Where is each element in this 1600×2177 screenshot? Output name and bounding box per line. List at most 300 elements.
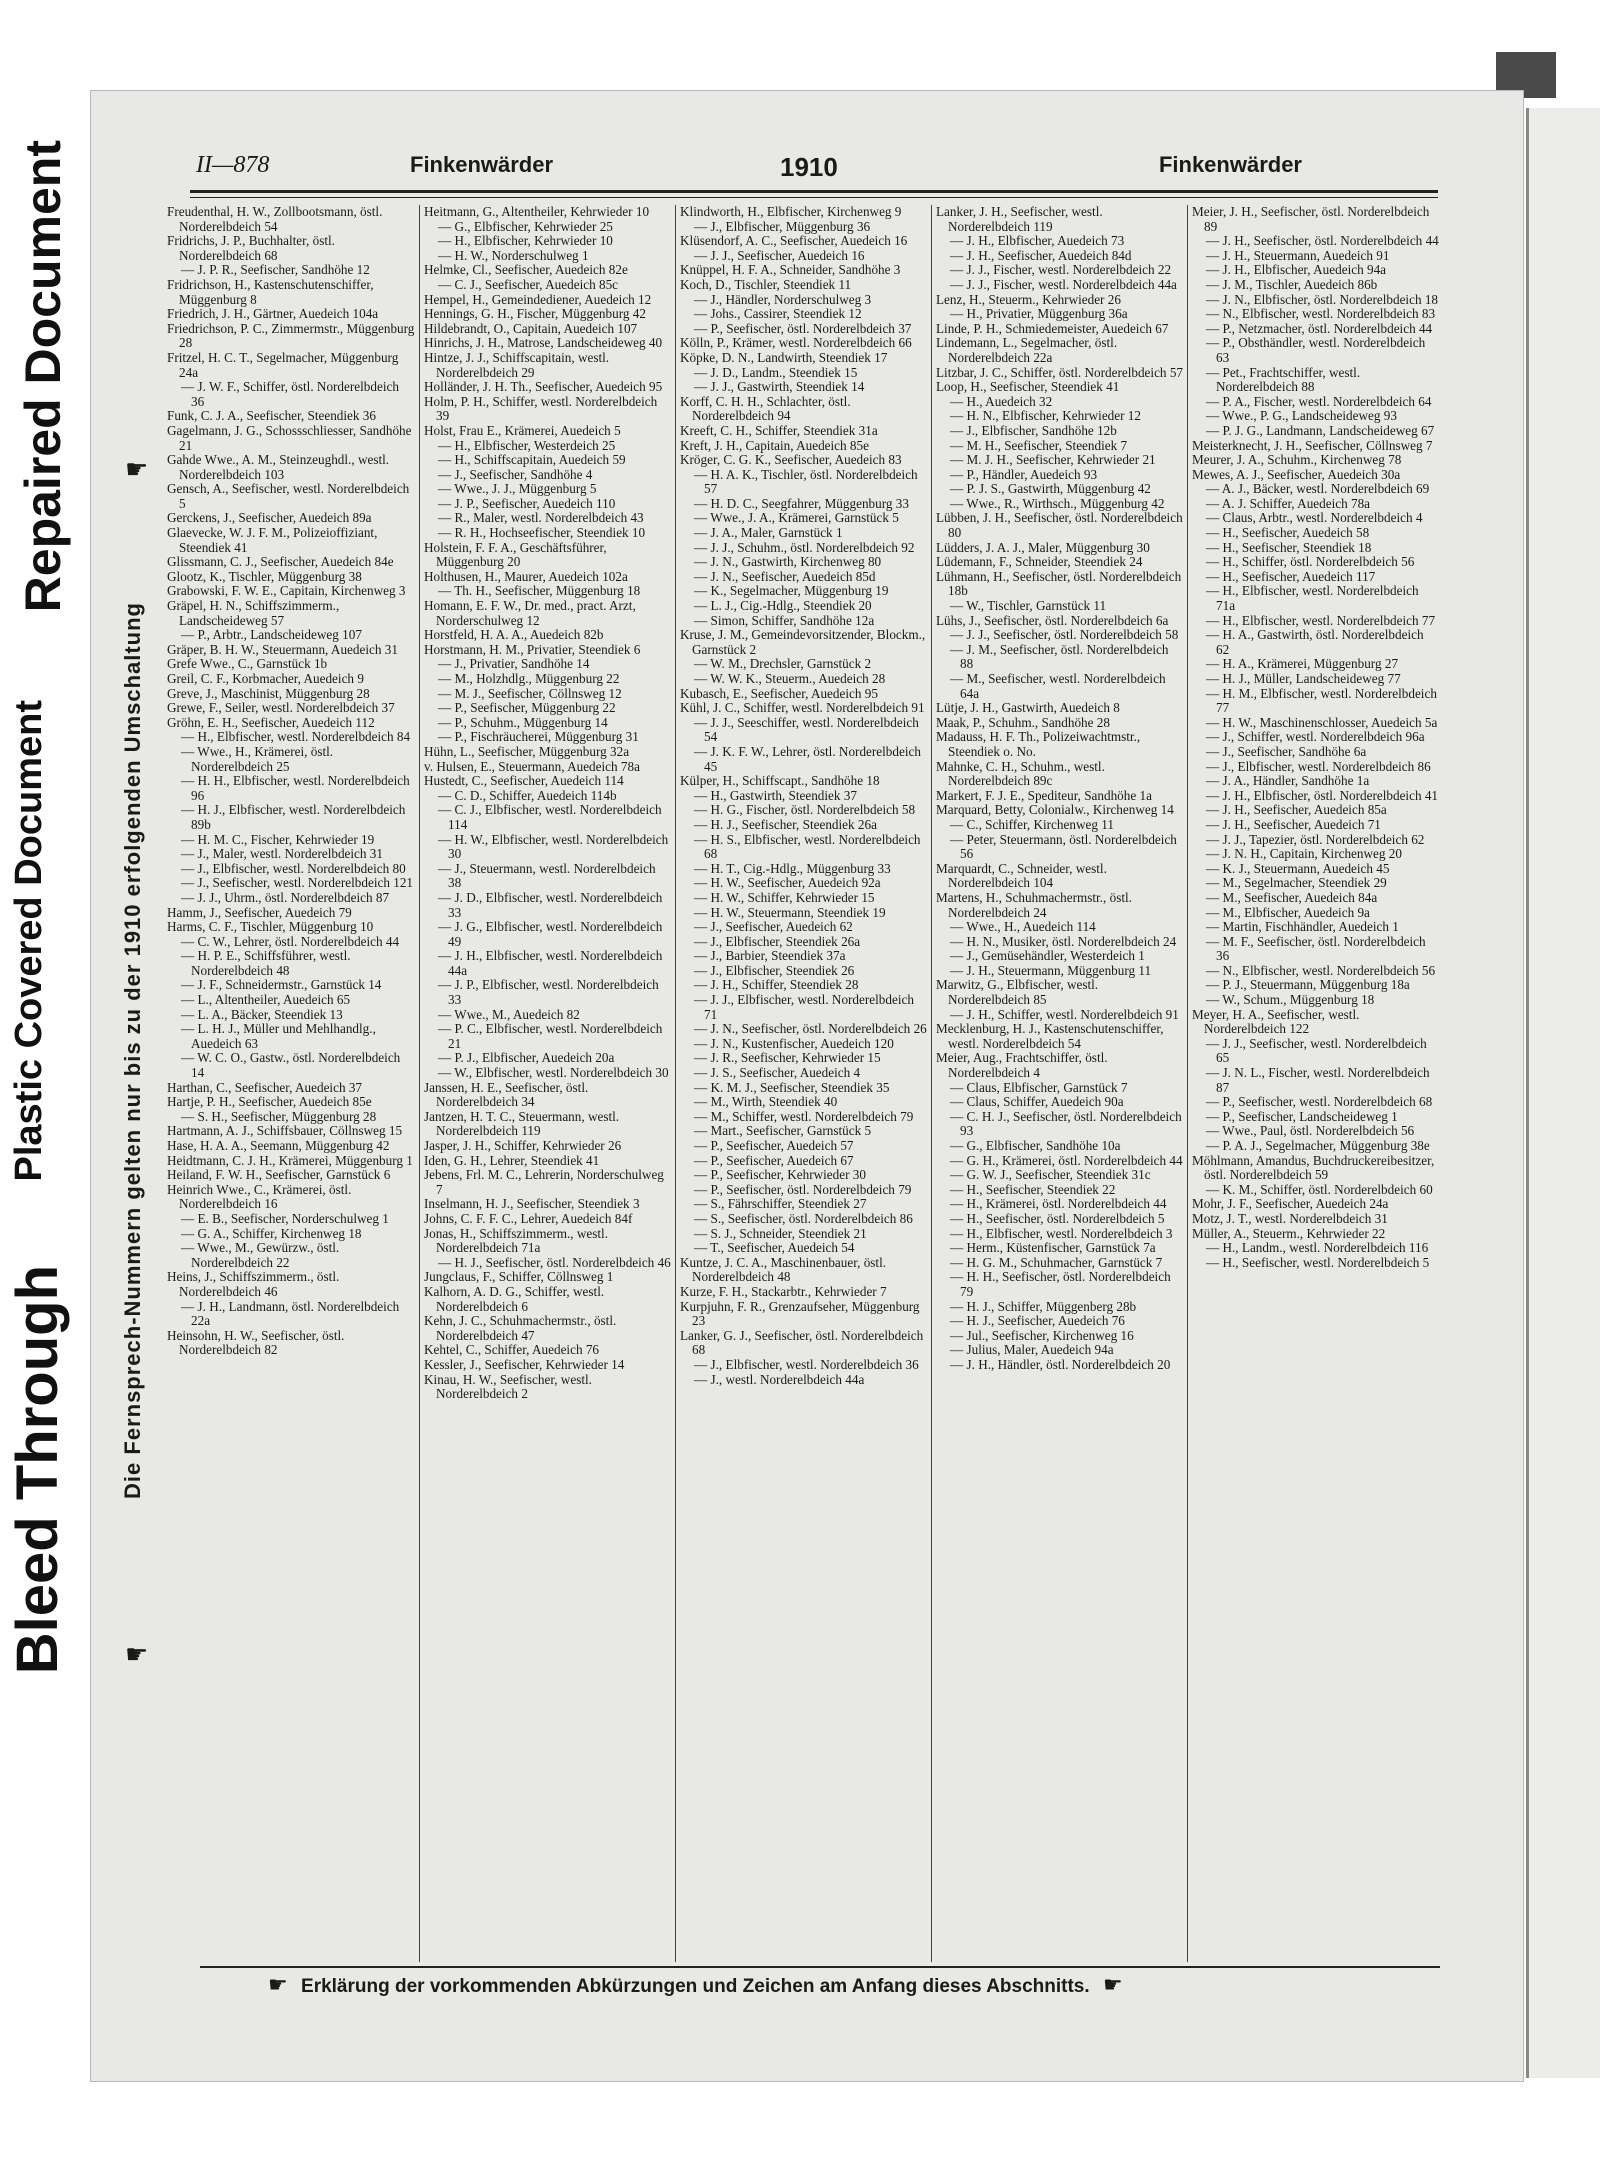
- directory-entry: Kehtel, C., Schiffer, Auedeich 76: [424, 1342, 600, 1358]
- telephone-notice-text: Die Fernsprech-Nummern gelten nur bis zu der 1910 erfolgenden Umschaltung: [120, 601, 145, 1499]
- directory-entry: — P. C., Elbfischer, westl. Norderelbdeich 21: [438, 1021, 663, 1051]
- directory-entry: — P., Netzmacher, östl. Norderelbdeich 44: [1206, 320, 1433, 336]
- directory-entry: Fridrichs, J. P., Buchhalter, östl. Norderelbdeich 68: [167, 233, 335, 263]
- directory-entry: — J. S., Seefischer, Auedeich 4: [694, 1065, 861, 1081]
- directory-entry: — H. J., Seefischer, östl. Norderelbdeich 46: [438, 1254, 671, 1270]
- directory-entry: — J. H., Elbfischer, Auedeich 94a: [1206, 262, 1387, 278]
- directory-entry: — H., Elbfischer, westl. Norderelbdeich 71a: [1206, 583, 1419, 614]
- directory-entry: Kurze, F. H., Stackarbtr., Kehrwieder 7: [680, 1283, 887, 1299]
- directory-columns: [163, 205, 1443, 1962]
- directory-entry: — H., Elbfischer, westl. Norderelbdeich 77: [1206, 612, 1436, 628]
- directory-entry: — H. A., Krämerei, Müggenburg 27: [1206, 656, 1399, 672]
- directory-entry: — J. N. L., Fischer, westl. Norderelbdeich 87: [1206, 1065, 1430, 1095]
- directory-entry: — J. J., Seefischer, Auedeich 16: [694, 247, 865, 263]
- directory-entry: Hase, H. A. A., Seemann, Müggenburg 42: [167, 1138, 390, 1153]
- directory-entry: — M. J. H., Seefischer, Kehrwieder 21: [950, 452, 1156, 468]
- directory-entry: — H. W., Schiffer, Kehrwieder 15: [694, 889, 875, 905]
- directory-entry: — Claus, Arbtr., westl. Norderelbdeich 4: [1206, 510, 1423, 526]
- directory-entry: — H. H., Elbfischer, westl. Norderelbdeich 96: [181, 773, 410, 803]
- directory-entry: Holst, Frau E., Krämerei, Auedeich 5: [424, 422, 621, 438]
- directory-entry: — M., Segelmacher, Steendiek 29: [1206, 875, 1387, 891]
- directory-entry: — J. J., Seefischer, westl. Norderelbdeich 65: [1206, 1035, 1427, 1066]
- directory-entry: — P. J. S., Gastwirth, Müggenburg 42: [950, 481, 1151, 497]
- directory-entry: — C. H. J., Seefischer, östl. Norderelbdeich 93: [950, 1108, 1182, 1139]
- directory-entry: Meisterknecht, J. H., Seefischer, Cöllnsweg 7: [1192, 437, 1433, 453]
- directory-entry: Kalhorn, A. D. G., Schiffer, westl. Norderelbdeich 6: [424, 1283, 605, 1314]
- directory-entry: — J. J., Gastwirth, Steendiek 14: [694, 379, 865, 395]
- directory-entry: — J., Seefischer, westl. Norderelbdeich 121: [181, 875, 414, 891]
- directory-entry: Holländer, J. H. Th., Seefischer, Auedeich 95: [424, 379, 663, 395]
- directory-entry: — J. P. R., Seefischer, Sandhöhe 12: [181, 262, 370, 278]
- directory-entry: — J. N. H., Capitain, Kirchenweg 20: [1206, 846, 1402, 862]
- directory-entry: — J. J., Schuhm., östl. Norderelbdeich 92: [694, 539, 915, 555]
- directory-entry: — H. W., Maschinenschlosser, Auedeich 5a: [1206, 714, 1438, 730]
- directory-entry: Heitmann, G., Altentheiler, Kehrwieder 10: [424, 205, 650, 219]
- directory-entry: Meier, Aug., Frachtschiffer, östl. Norderelbdeich 4: [936, 1050, 1108, 1081]
- directory-entry: Knüppel, H. F. A., Schneider, Sandhöhe 3: [680, 262, 901, 278]
- directory-entry: Mecklenburg, H. J., Kastenschutenschiffer, westl. Norderelbdeich 54: [936, 1021, 1164, 1051]
- directory-entry: — H. H., Seefischer, östl. Norderelbdeich 79: [950, 1269, 1171, 1299]
- directory-entry: — H. W., Elbfischer, westl. Norderelbdeich 30: [438, 831, 669, 862]
- directory-entry: Kreft, J. H., Capitain, Auedeich 85e: [680, 437, 869, 453]
- directory-entry: — J. H., Elbfischer, Auedeich 73: [950, 233, 1125, 249]
- directory-entry: — H. J., Müller, Landscheideweg 77: [1206, 671, 1401, 686]
- directory-entry: — H. J., Schiffer, Müggenberg 28b: [950, 1298, 1137, 1314]
- directory-entry: Loop, H., Seefischer, Steendiek 41: [936, 379, 1120, 395]
- directory-entry: Gahde Wwe., A. M., Steinzeughdl., westl. Norderelbdeich 103: [167, 452, 390, 482]
- directory-entry: Kessler, J., Seefischer, Kehrwieder 14: [424, 1356, 625, 1372]
- directory-entry: Friedrich, J. H., Gärtner, Auedeich 104a: [167, 306, 379, 322]
- directory-entry: — H. T., Cig.-Hdlg., Müggenburg 33: [694, 860, 891, 876]
- directory-entry: Glaevecke, W. J. F. M., Polizeioffiziant, Steendiek 41: [167, 525, 378, 555]
- directory-entry: — J. K. F. W., Lehrer, östl. Norderelbdeich 45: [694, 743, 921, 774]
- directory-entry: — Wwe., J. J., Müggenburg 5: [438, 481, 597, 497]
- pointing-hand-icon: ☛: [125, 1640, 149, 1669]
- directory-entry: — J., Privatier, Sandhöhe 14: [438, 656, 590, 672]
- directory-entry: Holstein, F. F. A., Geschäftsführer, Müggenburg 20: [424, 539, 607, 570]
- directory-entry: Klüsendorf, A. C., Seefischer, Auedeich 16: [680, 233, 908, 249]
- directory-entry: Motz, J. T., westl. Norderelbdeich 31: [1192, 1210, 1388, 1226]
- directory-entry: Kreeft, C. H., Schiffer, Steendiek 31a: [680, 422, 878, 438]
- directory-entry: Maak, P., Schuhm., Sandhöhe 28: [936, 714, 1110, 730]
- directory-entry: — H. W., Norderschulweg 1: [438, 247, 589, 263]
- directory-entry: — Wwe., R., Wirthsch., Müggenburg 42: [950, 495, 1165, 511]
- directory-entry: — J., Seefischer, Sandhöhe 4: [438, 466, 593, 482]
- directory-entry: Jasper, J. H., Schiffer, Kehrwieder 26: [424, 1138, 622, 1153]
- directory-entry: — H. P. E., Schiffsführer, westl. Norderelbdeich 48: [181, 948, 351, 978]
- directory-entry: Mewes, A. J., Seefischer, Auedeich 30a: [1192, 466, 1401, 482]
- directory-entry: — H. M., Elbfischer, westl. Norderelbdeich 77: [1206, 685, 1437, 716]
- directory-entry: — S., Seefischer, östl. Norderelbdeich 86: [694, 1210, 913, 1226]
- directory-entry: — M., Wirth, Steendiek 40: [694, 1094, 838, 1110]
- directory-entry: — J. J., Elbfischer, westl. Norderelbdeich 71: [694, 992, 914, 1022]
- directory-entry: — J. J., Fischer, westl. Norderelbdeich 22: [950, 262, 1172, 278]
- directory-entry: Linde, P. H., Schmiedemeister, Auedeich 67: [936, 320, 1169, 336]
- directory-entry: Heinrich Wwe., C., Krämerei, östl. Norderelbdeich 16: [167, 1181, 352, 1212]
- directory-entry: Hinrichs, J. H., Matrose, Landscheideweg 40: [424, 335, 663, 351]
- directory-entry: — G. A., Schiffer, Kirchenweg 18: [181, 1225, 362, 1241]
- directory-entry: — J. H., Seefischer, Auedeich 84d: [950, 247, 1132, 263]
- directory-entry: Marquard, Betty, Colonialw., Kirchenweg 14: [936, 802, 1174, 818]
- directory-entry: — A. J., Bäcker, westl. Norderelbdeich 69: [1206, 481, 1430, 497]
- directory-entry: — M. J., Seefischer, Cöllnsweg 12: [438, 685, 622, 701]
- directory-entry: — H., Gastwirth, Steendiek 37: [694, 787, 857, 803]
- directory-entry: — L., Altentheiler, Auedeich 65: [181, 992, 351, 1008]
- directory-entry: — J. H., Seefischer, Auedeich 85a: [1206, 802, 1387, 818]
- directory-entry: — Peter, Steuermann, östl. Norderelbdeich 56: [950, 831, 1177, 862]
- directory-entry: — R., Maler, westl. Norderelbdeich 43: [438, 510, 644, 526]
- directory-entry: — H. A. K., Tischler, östl. Norderelbdeich 57: [694, 466, 918, 497]
- directory-entry: — P., Arbtr., Landscheideweg 107: [181, 627, 362, 643]
- header-year: 1910: [780, 152, 838, 182]
- directory-entry: — P., Seefischer, östl. Norderelbdeich 79: [694, 1181, 912, 1197]
- directory-entry: — H., Landm., westl. Norderelbdeich 116: [1206, 1240, 1429, 1256]
- directory-entry: — H. N., Elbfischer, Kehrwieder 12: [950, 408, 1141, 424]
- directory-entry: — J. D., Elbfischer, westl. Norderelbdeich 33: [438, 889, 663, 920]
- directory-entry: — Claus, Elbfischer, Garnstück 7: [950, 1079, 1128, 1095]
- directory-entry: — Simon, Schiffer, Sandhöhe 12a: [694, 612, 875, 628]
- directory-entry: — H., Seefischer, Steendiek 18: [1206, 539, 1372, 555]
- repaired-document-label: Repaired Document: [15, 140, 71, 613]
- directory-entry: — C. J., Seefischer, Auedeich 85c: [438, 276, 619, 292]
- directory-entry: — J., Maler, westl. Norderelbdeich 31: [181, 846, 383, 862]
- directory-entry: — P. J., Elbfischer, Auedeich 20a: [438, 1050, 615, 1066]
- directory-entry: — P. J. G., Landmann, Landscheideweg 67: [1206, 422, 1435, 438]
- directory-column-4: [931, 205, 1187, 1962]
- directory-entry: — W., Schum., Müggenburg 18: [1206, 992, 1375, 1008]
- directory-entry: Gagelmann, J. G., Schossschliesser, Sandhöhe 21: [167, 422, 412, 453]
- directory-entry: Koch, D., Tischler, Steendiek 11: [680, 276, 852, 292]
- directory-entry: — J. F., Schneidermstr., Garnstück 14: [181, 977, 382, 993]
- directory-entry: Lenz, H., Steuerm., Kehrwieder 26: [936, 291, 1121, 307]
- directory-entry: Jebens, Frl. M. C., Lehrerin, Norderschulweg 7: [424, 1167, 664, 1197]
- directory-entry: — H. N., Musiker, östl. Norderelbdeich 24: [950, 933, 1177, 949]
- directory-entry: — H. G., Fischer, östl. Norderelbdeich 58: [694, 802, 916, 818]
- directory-entry: — H. W., Seefischer, Auedeich 92a: [694, 875, 881, 891]
- directory-entry: Freudenthal, H. W., Zollbootsmann, östl. Norderelbdeich 54: [167, 205, 383, 234]
- directory-entry: Lanker, G. J., Seefischer, östl. Norderelbdeich 68: [680, 1327, 924, 1358]
- directory-entry: — J. H., Elbfischer, westl. Norderelbdeich 44a: [438, 948, 663, 978]
- bleed-through-label: Bleed Through: [5, 1265, 70, 1675]
- directory-entry: — M., Seefischer, Auedeich 84a: [1206, 889, 1378, 905]
- directory-entry: — N., Elbfischer, westl. Norderelbdeich 83: [1206, 306, 1436, 322]
- directory-entry: Litzbar, J. C., Schiffer, östl. Norderelbdeich 57: [936, 364, 1184, 380]
- directory-entry: — M., Schiffer, westl. Norderelbdeich 79: [694, 1108, 914, 1124]
- directory-entry: — W. C. O., Gastw., östl. Norderelbdeich 14: [181, 1050, 401, 1081]
- directory-entry: Funk, C. J. A., Seefischer, Steendiek 36: [167, 408, 376, 424]
- directory-entry: — J. J., Fischer, westl. Norderelbdeich 44a: [950, 276, 1177, 292]
- directory-entry: Kurpjuhn, F. R., Grenzaufseher, Müggenburg 23: [680, 1298, 920, 1329]
- directory-entry: — J., Schiffer, westl. Norderelbdeich 96a: [1206, 729, 1425, 745]
- directory-entry: Hintze, J. J., Schiffscapitain, westl. Norderelbdeich 29: [424, 349, 610, 380]
- directory-entry: — J. P., Elbfischer, westl. Norderelbdeich 33: [438, 977, 659, 1008]
- directory-column-2: [419, 205, 675, 1962]
- directory-entry: Greil, C. F., Korbmacher, Auedeich 9: [167, 671, 364, 686]
- directory-entry: — P., Seefischer, Kehrwieder 30: [694, 1167, 866, 1183]
- directory-entry: — W., Tischler, Garnstück 11: [950, 598, 1107, 614]
- directory-entry: — P. A. J., Segelmacher, Müggenburg 38e: [1206, 1138, 1430, 1153]
- directory-entry: — J. A., Maler, Garnstück 1: [694, 525, 843, 541]
- directory-entry: Horstfeld, H. A. A., Auedeich 82b: [424, 627, 604, 643]
- directory-entry: — H. J., Seefischer, Steendiek 26a: [694, 816, 877, 832]
- directory-entry: — H. J., Elbfischer, westl. Norderelbdeich 89b: [181, 802, 406, 832]
- directory-entry: — J. N., Seefischer, Auedeich 85d: [694, 568, 876, 584]
- directory-entry: — H., Seefischer, Steendiek 22: [950, 1181, 1116, 1197]
- directory-entry: — P., Seefischer, Auedeich 67: [694, 1152, 854, 1168]
- directory-column-5: [1187, 205, 1443, 1962]
- directory-entry: Helmke, Cl., Seefischer, Auedeich 82e: [424, 262, 628, 278]
- directory-entry: — M., Elbfischer, Auedeich 9a: [1206, 904, 1370, 920]
- directory-entry: Madauss, H. F. Th., Polizeiwachtmstr., Steendiek o. No.: [936, 729, 1141, 759]
- directory-entry: — J. H., Schiffer, westl. Norderelbdeich 91: [950, 1006, 1179, 1022]
- directory-entry: — J. A., Händler, Sandhöhe 1a: [1206, 773, 1370, 789]
- directory-entry: — J. N., Gastwirth, Kirchenweg 80: [694, 554, 882, 570]
- directory-entry: Meyer, H. A., Seefischer, westl. Norderelbdeich 122: [1192, 1006, 1360, 1037]
- directory-entry: Gröhn, E. H., Seefischer, Auedeich 112: [167, 714, 375, 730]
- directory-entry: — H., Elbfischer, Kehrwieder 10: [438, 233, 613, 249]
- directory-entry: — H. A., Gastwirth, östl. Norderelbdeich 62: [1206, 627, 1424, 657]
- directory-entry: — H., Seefischer, Auedeich 58: [1206, 525, 1370, 541]
- directory-entry: Grefe Wwe., C., Garnstück 1b: [167, 656, 328, 672]
- directory-entry: — J. D., Landm., Steendiek 15: [694, 364, 858, 380]
- directory-entry: — J., Barbier, Steendiek 37a: [694, 948, 846, 964]
- directory-entry: Kuntze, J. C. A., Maschinenbauer, östl. Norderelbdeich 48: [680, 1254, 887, 1285]
- directory-entry: Jonas, H., Schiffszimmerm., westl. Norderelbdeich 71a: [424, 1225, 608, 1256]
- page-number: II—878: [196, 152, 270, 178]
- directory-entry: — H. M. C., Fischer, Kehrwieder 19: [181, 831, 375, 847]
- directory-entry: — P. A., Fischer, westl. Norderelbdeich 64: [1206, 393, 1432, 409]
- directory-entry: — J. M., Seefischer, östl. Norderelbdeich 88: [950, 641, 1169, 672]
- directory-entry: Heins, J., Schiffszimmerm., östl. Norderelbdeich 46: [167, 1269, 340, 1299]
- directory-entry: — J. H., Seefischer, östl. Norderelbdeich 44: [1206, 233, 1439, 249]
- directory-entry: — J., westl. Norderelbdeich 44a: [694, 1371, 865, 1387]
- directory-entry: — Wwe., H., Krämerei, östl. Norderelbdeich 25: [181, 743, 334, 774]
- directory-entry: — L. A., Bäcker, Steendiek 13: [181, 1006, 343, 1022]
- directory-entry: — J. M., Tischler, Auedeich 86b: [1206, 276, 1378, 292]
- directory-entry: Kehn, J. C., Schuhmachermstr., östl. Norderelbdeich 47: [424, 1313, 617, 1343]
- directory-entry: — H., Elbfischer, westl. Norderelbdeich 3: [950, 1225, 1173, 1241]
- directory-entry: Külper, H., Schiffscapt., Sandhöhe 18: [680, 773, 880, 789]
- directory-entry: — J. N., Elbfischer, östl. Norderelbdeich 18: [1206, 291, 1439, 307]
- directory-entry: Möhlmann, Amandus, Buchdruckereibesitzer, östl. Norderelbdeich 59: [1192, 1152, 1435, 1183]
- directory-entry: — Martin, Fischhändler, Auedeich 1: [1206, 919, 1399, 935]
- directory-entry: Holthusen, H., Maurer, Auedeich 102a: [424, 568, 628, 584]
- directory-entry: — E. B., Seefischer, Norderschulweg 1: [181, 1210, 389, 1226]
- directory-entry: — J., Seefischer, Sandhöhe 6a: [1206, 743, 1367, 759]
- directory-entry: — H. W., Steuermann, Steendiek 19: [694, 904, 886, 920]
- directory-entry: — J. J., Uhrm., östl. Norderelbdeich 87: [181, 889, 390, 905]
- directory-entry: Hartmann, A. J., Schiffsbauer, Cöllnsweg 15: [167, 1123, 403, 1139]
- directory-entry: — K. J., Steuermann, Auedeich 45: [1206, 860, 1390, 876]
- left-margin-strip: [0, 0, 75, 2177]
- directory-entry: — H., Seefischer, Auedeich 117: [1206, 568, 1376, 584]
- directory-entry: — H. S., Elbfischer, westl. Norderelbdeich 68: [694, 831, 921, 862]
- directory-entry: — L. J., Cig.-Hdlg., Steendiek 20: [694, 598, 872, 614]
- directory-entry: Harthan, C., Seefischer, Auedeich 37: [167, 1079, 363, 1095]
- directory-entry: — J., Elbfischer, Müggenburg 36: [694, 218, 871, 234]
- directory-entry: — Wwe., M., Gewürzw., östl. Norderelbdeich 22: [181, 1240, 340, 1270]
- directory-entry: — G. W. J., Seefischer, Steendiek 31c: [950, 1167, 1151, 1183]
- directory-entry: — C. D., Schiffer, Auedeich 114b: [438, 787, 617, 803]
- directory-entry: — J., Elbfischer, westl. Norderelbdeich 80: [181, 860, 406, 876]
- directory-entry: — N., Elbfischer, westl. Norderelbdeich 56: [1206, 962, 1436, 978]
- directory-entry: — J., Steuermann, westl. Norderelbdeich 38: [438, 860, 656, 891]
- header-left-title: Finkenwärder: [410, 152, 554, 177]
- directory-entry: Lindemann, L., Segelmacher, östl. Norderelbdeich 22a: [936, 335, 1118, 365]
- directory-entry: Mahnke, C. H., Schuhm., westl. Norderelbdeich 89c: [936, 758, 1105, 789]
- directory-entry: — J. W. F., Schiffer, östl. Norderelbdeich 36: [181, 379, 399, 409]
- directory-entry: — Mart., Seefischer, Garnstück 5: [694, 1123, 872, 1139]
- directory-entry: Heinsohn, H. W., Seefischer, östl. Norderelbdeich 82: [167, 1327, 345, 1358]
- directory-entry: — J. P., Seefischer, Auedeich 110: [438, 495, 616, 511]
- directory-entry: — L. H. J., Müller und Mehlhandlg., Auedeich 63: [181, 1021, 376, 1051]
- directory-entry: — H., Seefischer, westl. Norderelbdeich 5: [1206, 1254, 1430, 1270]
- directory-entry: Gerckens, J., Seefischer, Auedeich 89a: [167, 510, 372, 526]
- directory-entry: Greve, J., Maschinist, Müggenburg 28: [167, 685, 370, 701]
- directory-entry: — H., Privatier, Müggenburg 36a: [950, 306, 1128, 322]
- directory-entry: — P., Schuhm., Müggenburg 14: [438, 714, 608, 730]
- directory-entry: Köpke, D. N., Landwirth, Steendiek 17: [680, 349, 888, 365]
- directory-entry: — G. H., Krämerei, östl. Norderelbdeich 44: [950, 1152, 1183, 1168]
- directory-entry: — H. G. M., Schuhmacher, Garnstück 7: [950, 1254, 1163, 1270]
- directory-entry: — J., Gemüsehändler, Westerdeich 1: [950, 948, 1145, 964]
- directory-entry: Glissmann, C. J., Seefischer, Auedeich 84e: [167, 554, 394, 570]
- directory-entry: — P., Seefischer, Landscheideweg 1: [1206, 1108, 1398, 1124]
- directory-entry: Kruse, J. M., Gemeindevorsitzender, Blockm., Garnstück 2: [680, 627, 926, 657]
- directory-entry: — Herm., Küstenfischer, Garnstück 7a: [950, 1240, 1156, 1256]
- directory-entry: — J., Elbfischer, Steendiek 26a: [694, 933, 861, 949]
- directory-entry: — J. H., Landmann, östl. Norderelbdeich 22a: [181, 1298, 400, 1329]
- directory-entry: Gräpel, H. N., Schiffszimmerm., Landscheideweg 57: [167, 598, 340, 628]
- directory-entry: Gensch, A., Seefischer, westl. Norderelbdeich 5: [167, 481, 410, 511]
- directory-entry: — J. J., Seeschiffer, westl. Norderelbdeich 54: [694, 714, 919, 745]
- directory-entry: — Wwe., J. A., Krämerei, Garnstück 5: [694, 510, 899, 526]
- directory-entry: — P., Seefischer, östl. Norderelbdeich 37: [694, 320, 912, 336]
- directory-entry: — J., Seefischer, Auedeich 62: [694, 919, 853, 935]
- directory-entry: Heidtmann, C. J. H., Krämerei, Müggenburg 1: [167, 1152, 413, 1168]
- directory-entry: Kühl, J. C., Schiffer, westl. Norderelbdeich 91: [680, 700, 925, 716]
- directory-entry: — J. H., Steuermann, Auedeich 91: [1206, 247, 1390, 263]
- plastic-covered-document-label: Plastic Covered Document: [8, 700, 50, 1182]
- directory-entry: — Wwe., H., Auedeich 114: [950, 919, 1096, 935]
- directory-entry: — A. J. Schiffer, Auedeich 78a: [1206, 495, 1371, 511]
- directory-entry: — M., Holzhdlg., Müggenburg 22: [438, 671, 620, 686]
- directory-entry: — J., Elbfischer, westl. Norderelbdeich 86: [1206, 758, 1431, 774]
- directory-entry: Markert, F. J. E., Spediteur, Sandhöhe 1a: [936, 787, 1152, 803]
- directory-entry: — P., Händler, Auedeich 93: [950, 466, 1098, 482]
- directory-entry: — H., Seefischer, östl. Norderelbdeich 5: [950, 1210, 1165, 1226]
- directory-entry: Grabowski, F. W. E., Capitain, Kirchenweg 3: [167, 583, 406, 599]
- directory-entry: Iden, G. H., Lehrer, Steendiek 41: [424, 1152, 600, 1168]
- directory-entry: — J., Elbfischer, Steendiek 26: [694, 962, 855, 978]
- directory-entry: Müller, A., Steuerm., Kehrwieder 22: [1192, 1225, 1386, 1241]
- directory-entry: Lübben, J. H., Seefischer, östl. Norderelbdeich 80: [936, 510, 1183, 541]
- directory-entry: — C. J., Elbfischer, westl. Norderelbdeich 114: [438, 802, 662, 832]
- directory-entry: — H., Schiffscapitain, Auedeich 59: [438, 452, 626, 468]
- directory-entry: Fritzel, H. C. T., Segelmacher, Müggenburg 24a: [167, 349, 399, 380]
- directory-entry: — J. J., Seefischer, östl. Norderelbdeich 58: [950, 627, 1179, 643]
- directory-entry: Martens, H., Schuhmachermstr., östl. Norderelbdeich 24: [936, 889, 1132, 920]
- directory-entry: Homann, E. F. W., Dr. med., pract. Arzt, Norderschulweg 12: [424, 598, 636, 628]
- directory-entry: — K., Segelmacher, Müggenburg 19: [694, 583, 889, 599]
- footer-note: [260, 1972, 1440, 1998]
- directory-entry: Hustedt, C., Seefischer, Auedeich 114: [424, 773, 624, 789]
- directory-entry: — R. H., Hochseefischer, Steendiek 10: [438, 525, 646, 541]
- directory-entry: — M., Seefischer, westl. Norderelbdeich 64a: [950, 671, 1166, 701]
- pointing-hand-icon: ☛: [1102, 1972, 1123, 1997]
- page-binding-edge: [1526, 108, 1600, 2078]
- directory-entry: Lühmann, H., Seefischer, östl. Norderelbdeich 18b: [936, 568, 1182, 599]
- directory-entry: — J. H., Elbfischer, östl. Norderelbdeich 41: [1206, 787, 1439, 803]
- directory-entry: v. Hulsen, E., Steuermann, Auedeich 78a: [424, 758, 640, 774]
- directory-entry: — J. J., Tapezier, östl. Norderelbdeich 62: [1206, 831, 1425, 847]
- directory-entry: — H., Krämerei, östl. Norderelbdeich 44: [950, 1196, 1167, 1212]
- directory-entry: — H., Auedeich 32: [950, 393, 1053, 409]
- directory-entry: Lanker, J. H., Seefischer, westl. Norderelbdeich 119: [936, 205, 1103, 234]
- directory-entry: Hennings, G. H., Fischer, Müggenburg 42: [424, 306, 646, 322]
- directory-entry: Meurer, J. A., Schuhm., Kirchenweg 78: [1192, 452, 1402, 468]
- directory-entry: Jungclaus, F., Schiffer, Cöllnsweg 1: [424, 1269, 614, 1285]
- directory-entry: — J. N., Seefischer, östl. Norderelbdeich 26: [694, 1021, 927, 1037]
- footer-rule: [200, 1966, 1440, 1968]
- directory-entry: Kinau, H. W., Seefischer, westl. Norderelbdeich 2: [424, 1371, 592, 1402]
- pointing-hand-icon: ☛: [268, 1972, 288, 1997]
- directory-entry: — H., Elbfischer, Westerdeich 25: [438, 437, 616, 453]
- directory-entry: — M. H., Seefischer, Steendiek 7: [950, 437, 1128, 453]
- directory-entry: — J. H., Händler, östl. Norderelbdeich 20: [950, 1356, 1171, 1372]
- directory-entry: Lüdemann, F., Schneider, Steendiek 24: [936, 554, 1143, 570]
- directory-entry: — S. H., Seefischer, Müggenburg 28: [181, 1108, 377, 1124]
- directory-entry: — P., Fischräucherei, Müggenburg 31: [438, 729, 639, 745]
- directory-entry: — W. M., Drechsler, Garnstück 2: [694, 656, 872, 672]
- directory-entry: Gräper, B. H. W., Steuermann, Auedeich 31: [167, 641, 398, 657]
- directory-entry: — J. R., Seefischer, Kehrwieder 15: [694, 1050, 881, 1066]
- directory-entry: Inselmann, H. J., Seefischer, Steendiek 3: [424, 1196, 640, 1212]
- directory-entry: — P., Seefischer, Müggenburg 22: [438, 700, 616, 716]
- directory-entry: Hamm, J., Seefischer, Auedeich 79: [167, 904, 352, 920]
- directory-entry: Kubasch, E., Seefischer, Auedeich 95: [680, 685, 878, 701]
- directory-entry: Lühs, J., Seefischer, östl. Norderelbdeich 6a: [936, 612, 1169, 628]
- directory-entry: Marquardt, C., Schneider, westl. Norderelbdeich 104: [936, 860, 1107, 891]
- directory-entry: — C. W., Lehrer, östl. Norderelbdeich 44: [181, 933, 400, 949]
- directory-entry: Hühn, L., Seefischer, Müggenburg 32a: [424, 743, 630, 759]
- directory-entry: — K. M. J., Seefischer, Steendiek 35: [694, 1079, 890, 1095]
- directory-entry: Johns, C. F. F. C., Lehrer, Auedeich 84f: [424, 1210, 633, 1226]
- directory-entry: — J. H., Seefischer, Auedeich 71: [1206, 816, 1381, 832]
- directory-entry: — J. H., Schiffer, Steendiek 28: [694, 977, 859, 993]
- directory-entry: Lütje, J. H., Gastwirth, Auedeich 8: [936, 700, 1120, 716]
- directory-entry: Grewe, F., Seiler, westl. Norderelbdeich 37: [167, 700, 395, 716]
- directory-entry: — W. W. K., Steuerm., Auedeich 28: [694, 671, 886, 686]
- directory-entry: — H. D. C., Seegfahrer, Müggenburg 33: [694, 495, 909, 511]
- directory-entry: — S. J., Schneider, Steendiek 21: [694, 1225, 867, 1241]
- directory-entry: — Julius, Maler, Auedeich 94a: [950, 1342, 1114, 1358]
- directory-entry: Kröger, C. G. K., Seefischer, Auedeich 83: [680, 452, 902, 468]
- pointing-hand-icon: ☛: [125, 455, 149, 484]
- directory-entry: — Th. H., Seefischer, Müggenburg 18: [438, 583, 641, 599]
- directory-entry: Jantzen, H. T. C., Steuermann, westl. Norderelbdeich 119: [424, 1108, 620, 1139]
- directory-entry: — J. N., Kustenfischer, Auedeich 120: [694, 1035, 894, 1051]
- directory-entry: — Johs., Cassirer, Steendiek 12: [694, 306, 862, 322]
- directory-entry: — G., Elbfischer, Kehrwieder 25: [438, 218, 613, 234]
- directory-entry: — M. F., Seefischer, östl. Norderelbdeich 36: [1206, 933, 1426, 964]
- directory-entry: — Claus, Schiffer, Auedeich 90a: [950, 1094, 1124, 1110]
- directory-entry: — Wwe., M., Auedeich 82: [438, 1006, 580, 1022]
- directory-entry: Meier, J. H., Seefischer, östl. Norderelbdeich 89: [1192, 205, 1430, 234]
- directory-column-1: [163, 205, 419, 1962]
- directory-entry: Friedrichson, P. C., Zimmermstr., Müggenburg 28: [167, 320, 415, 351]
- directory-entry: Harms, C. F., Tischler, Müggenburg 10: [167, 919, 374, 935]
